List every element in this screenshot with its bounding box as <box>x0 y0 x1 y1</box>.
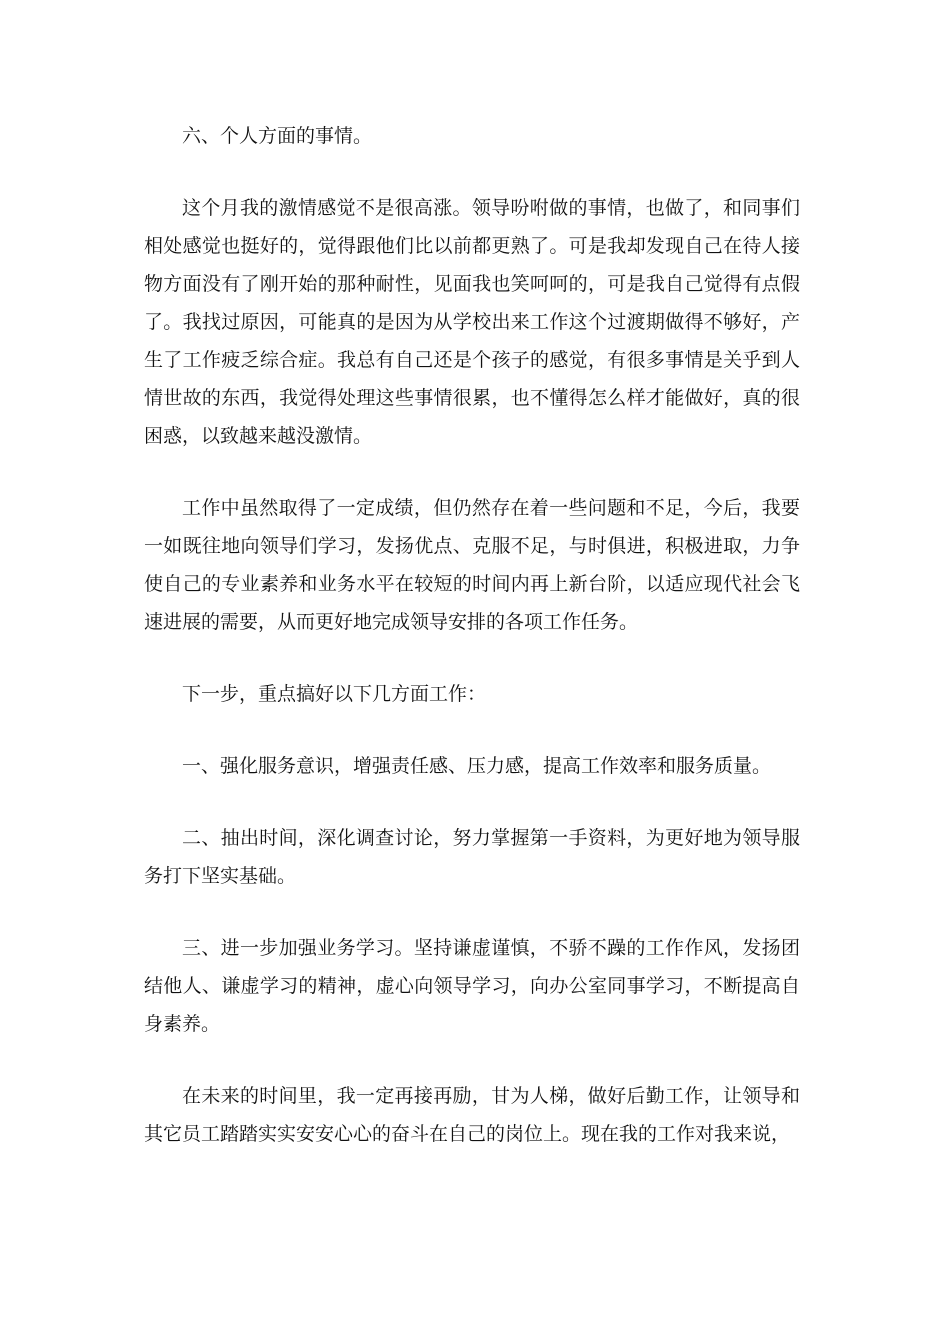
paragraph-future: 在未来的时间里，我一定再接再励，甘为人梯，做好后勤工作，让领导和其它员工踏踏实实安安心心的奋斗在自己的岗位上。现在我的工作对我来说， <box>144 1085 800 1145</box>
paragraph-item-three: 三、进一步加强业务学习。坚持谦虚谨慎，不骄不躁的工作作风，发扬团结他人、谦虚学习的精神，虚心向领导学习，向办公室同事学习，不断提高自身素养。 <box>144 937 800 1035</box>
paragraph-item-one: 一、强化服务意识，增强责任感、压力感，提高工作效率和服务质量。 <box>182 755 772 777</box>
paragraph-personal-feelings: 这个月我的激情感觉不是很高涨。领导吩咐做的事情，也做了，和同事们相处感觉也挺好的，觉得跟他们比以前都更熟了。可是我却发现自己在待人接物方面没有了刚开始的那种耐性，见面我也笑呵呵的，可是我自己觉得有点假了。我找过原因，可能真的是因为从学校出来工作这个过渡期做得不够好，产生了工作疲乏综合症。我总有自己还是个孩子的感觉，有很多事情是关乎到人情世故的东西，我觉得处理这些事情很累，也不懂得怎么样才能做好，真的很困惑，以致越来越没激情。 <box>144 197 800 447</box>
document-body <box>144 117 800 1187</box>
paragraph-next-steps-heading: 下一步，重点搞好以下几方面工作： <box>182 683 487 705</box>
paragraph-shortcomings: 工作中虽然取得了一定成绩，但仍然存在着一些问题和不足，今后，我要一如既往地向领导们学习，发扬优点、克服不足，与时俱进，积极进取，力争使自己的专业素养和业务水平在较短的时间内再上新台阶，以适应现代社会飞速进展的需要，从而更好地完成领导安排的各项工作任务。 <box>144 497 800 633</box>
paragraph-personal-heading: 六、个人方面的事情。 <box>182 125 373 147</box>
paragraph-item-two: 二、抽出时间，深化调查讨论，努力掌握第一手资料，为更好地为领导服务打下坚实基础。 <box>144 827 800 887</box>
